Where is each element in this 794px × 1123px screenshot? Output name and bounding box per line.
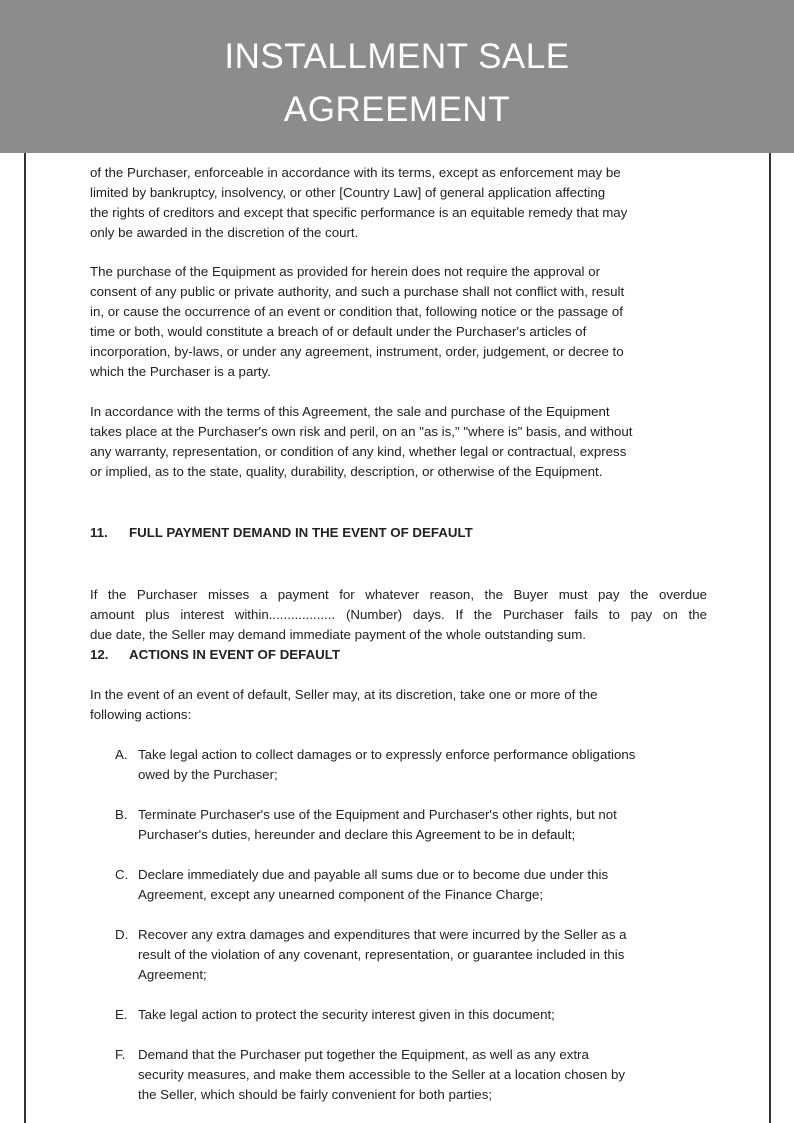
text-line: the rights of creditors and except that specific performance is an equitable remedy that may bbox=[90, 205, 628, 220]
list-item-text bbox=[138, 805, 617, 845]
paragraph-no-approval bbox=[90, 262, 707, 382]
section-number: 12. bbox=[90, 647, 109, 662]
page-border-left bbox=[24, 153, 26, 1123]
title-banner bbox=[0, 0, 794, 153]
document-title bbox=[0, 30, 794, 136]
text-line: Take legal action to protect the security interest given in this document; bbox=[138, 1007, 555, 1022]
text-line: due date, the Seller may demand immediate payment of the whole outstanding sum. bbox=[90, 627, 586, 642]
list-letter: C. bbox=[115, 867, 129, 882]
text-line: The purchase of the Equipment as provided for herein does not require the approval or bbox=[90, 264, 601, 279]
list-item-text bbox=[138, 745, 635, 785]
text-line: which the Purchaser is a party. bbox=[90, 364, 271, 379]
list-item-text bbox=[138, 1045, 625, 1105]
paragraph-full-payment bbox=[90, 585, 707, 645]
text-line: amount plus interest within.................. (Number) days. If the Purchaser fails to pay on the bbox=[90, 607, 707, 622]
text-line: security measures, and make them accessible to the Seller at a location chosen by bbox=[138, 1067, 626, 1082]
text-line: incorporation, by-laws, or under any agreement, instrument, order, judgement, or decree to bbox=[90, 344, 624, 359]
text-line: Agreement, except any unearned component of the Finance Charge; bbox=[138, 887, 544, 902]
text-line: Recover any extra damages and expenditures that were incurred by the Seller as a bbox=[138, 927, 627, 942]
list-letter: E. bbox=[115, 1007, 128, 1022]
text-line: consent of any public or private authority, and such a purchase shall not conflict with, result bbox=[90, 284, 625, 299]
text-line: If the Purchaser misses a payment for whatever reason, the Buyer must pay the overdue bbox=[90, 587, 707, 602]
list-item-text bbox=[138, 925, 627, 985]
list-letter: D. bbox=[115, 927, 129, 942]
section-title: ACTIONS IN EVENT OF DEFAULT bbox=[129, 647, 341, 662]
text-line: any warranty, representation, or condition of any kind, whether legal or contractual, express bbox=[90, 444, 627, 459]
text-line: in, or cause the occurrence of an event or condition that, following notice or the passage of bbox=[90, 304, 623, 319]
text-line: takes place at the Purchaser's own risk and peril, on an "as is," "where is" basis, and without bbox=[90, 424, 633, 439]
text-line: Purchaser's duties, hereunder and declare this Agreement to be in default; bbox=[138, 827, 576, 842]
text-line: limited by bankruptcy, insolvency, or other [Country Law] of general application affecting bbox=[90, 185, 606, 200]
list-item-text bbox=[138, 1005, 555, 1025]
section-title: FULL PAYMENT DEMAND IN THE EVENT OF DEFAULT bbox=[129, 525, 473, 540]
title-line: AGREEMENT bbox=[283, 90, 511, 129]
text-line: owed by the Purchaser; bbox=[138, 767, 278, 782]
text-line: only be awarded in the discretion of the court. bbox=[90, 225, 359, 240]
paragraph-enforceability bbox=[90, 163, 707, 243]
text-line: of the Purchaser, enforceable in accordance with its terms, except as enforcement may be bbox=[90, 165, 621, 180]
paragraph-as-is bbox=[90, 402, 707, 482]
section-heading-11 bbox=[90, 523, 473, 543]
text-line: Take legal action to collect damages or to expressly enforce performance obligations bbox=[138, 747, 636, 762]
text-line: In the event of an event of default, Seller may, at its discretion, take one or more of the bbox=[90, 687, 598, 702]
text-line: following actions: bbox=[90, 707, 192, 722]
list-item-text bbox=[138, 865, 608, 905]
text-line: the Seller, which should be fairly convenient for both parties; bbox=[138, 1087, 493, 1102]
text-line: Declare immediately due and payable all sums due or to become due under this bbox=[138, 867, 609, 882]
paragraph-default-intro bbox=[90, 685, 707, 725]
text-line: or implied, as to the state, quality, durability, description, or otherwise of the Equipment. bbox=[90, 464, 603, 479]
list-letter: A. bbox=[115, 747, 128, 762]
text-line: time or both, would constitute a breach of or default under the Purchaser's articles of bbox=[90, 324, 587, 339]
page-border-right bbox=[769, 153, 771, 1123]
list-letter: F. bbox=[115, 1047, 126, 1062]
section-heading-12 bbox=[90, 645, 340, 665]
text-line: Terminate Purchaser's use of the Equipment and Purchaser's other rights, but not bbox=[138, 807, 617, 822]
title-line: INSTALLMENT SALE bbox=[224, 37, 570, 76]
list-letter: B. bbox=[115, 807, 128, 822]
section-number: 11. bbox=[90, 525, 108, 540]
text-line: result of the violation of any covenant, representation, or guarantee included in this bbox=[138, 947, 625, 962]
text-line: In accordance with the terms of this Agreement, the sale and purchase of the Equipment bbox=[90, 404, 610, 419]
text-line: Agreement; bbox=[138, 967, 207, 982]
text-line: Demand that the Purchaser put together the Equipment, as well as any extra bbox=[138, 1047, 589, 1062]
